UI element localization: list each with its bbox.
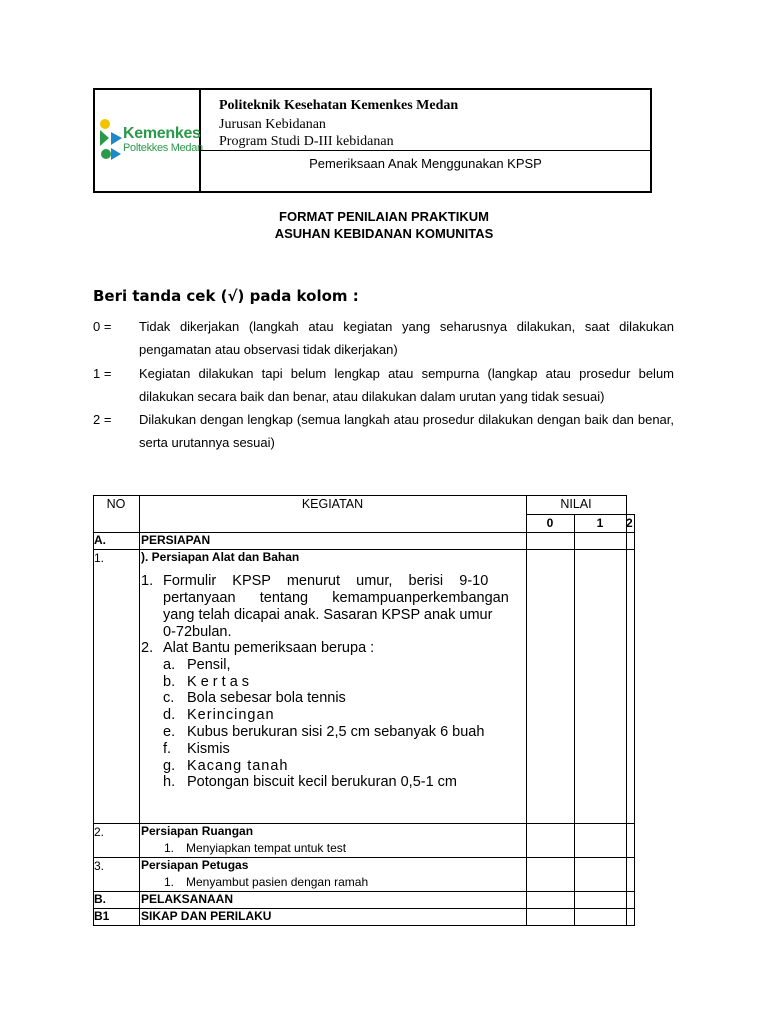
col-header-kegiatan: KEGIATAN xyxy=(301,497,364,511)
assessment-table xyxy=(93,495,635,926)
row-2-item-text: Menyiapkan tempat untuk test xyxy=(186,841,347,855)
sub-item-text: Bola sebesar bola tennis xyxy=(187,690,346,706)
score-header-0: 0 xyxy=(546,516,554,530)
sub-item-text: Kacang tanah xyxy=(187,758,289,774)
sub-item-text: Kismis xyxy=(187,741,230,757)
item-1-line1: Formulir KPSP menurut umur, berisi 9-10 xyxy=(163,573,489,589)
program-name: Program Studi D-III kebidanan xyxy=(219,134,394,149)
sub-item-marker: h. xyxy=(163,774,176,790)
legend-text-0: Tidak dikerjakan (langkah atau kegiatan yang seharusnya dilakukan, saat dilakukan pengamatan atau observasi tidak dikerjakan) xyxy=(139,319,674,357)
logo-cell xyxy=(95,90,201,191)
row-b1-number: B1 xyxy=(94,909,110,923)
legend-number-1: 1 = xyxy=(93,366,112,381)
row-3-item-marker: 1. xyxy=(164,875,175,889)
row-b-label: PELAKSANAAN xyxy=(141,892,234,906)
institution-name: Politeknik Kesehatan Kemenkes Medan xyxy=(219,98,459,113)
header-divider xyxy=(201,150,650,151)
item-1-marker: 1. xyxy=(141,573,154,589)
row-2-label: Persiapan Ruangan xyxy=(141,824,254,838)
score-header-2: 2 xyxy=(626,516,633,530)
sub-item-marker: f. xyxy=(163,741,172,757)
sub-item-text: Kerincingan xyxy=(187,707,275,723)
score-header-1: 1 xyxy=(596,516,604,530)
sub-item-text: K e r t a s xyxy=(187,674,250,690)
sub-item-marker: e. xyxy=(163,724,176,740)
logo-subtext: Poltekkes Medan xyxy=(123,142,203,154)
item-1-line2: pertanyaan tentang kemampuanperkembangan xyxy=(163,590,509,606)
sub-item-marker: b. xyxy=(163,674,176,690)
sub-item-marker: g. xyxy=(163,758,176,774)
row-a-label: PERSIAPAN xyxy=(141,533,211,547)
legend-number-2: 2 = xyxy=(93,412,112,427)
sub-item-marker: c. xyxy=(163,690,175,706)
legend-number-0: 0 = xyxy=(93,319,112,334)
legend-text-1: Kegiatan dilakukan tapi belum lengkap atau sempurna (langkap atau prosedur belum dilakukan secara baik dan benar, atau dilakukan dalam urutan yang tidak sesuai) xyxy=(139,366,674,404)
item-1-line4: 0-72bulan. xyxy=(163,624,232,640)
form-title-line1: FORMAT PENILAIAN PRAKTIKUM xyxy=(279,209,489,224)
row-2-item-marker: 1. xyxy=(164,841,175,855)
sub-item-marker: a. xyxy=(163,657,176,673)
row-1-label: ). Persiapan Alat dan Bahan xyxy=(141,550,300,564)
row-a-number: A. xyxy=(94,533,106,547)
col-header-nilai: NILAI xyxy=(560,497,592,511)
form-title-line2: ASUHAN KEBIDANAN KOMUNITAS xyxy=(274,226,494,241)
row-3-label: Persiapan Petugas xyxy=(141,858,249,872)
document-header xyxy=(93,88,652,193)
row-b-number: B. xyxy=(94,892,106,906)
row-2-number: 2. xyxy=(94,825,105,839)
sub-item-text: Kubus berukuran sisi 2,5 cm sebanyak 6 buah xyxy=(187,724,485,740)
sub-item-marker: d. xyxy=(163,707,176,723)
item-2-marker: 2. xyxy=(141,640,154,656)
row-1-number: 1. xyxy=(94,551,105,565)
col-header-no: NO xyxy=(106,497,126,511)
item-1-line3: yang telah dicapai anak. Sasaran KPSP anak umur xyxy=(163,607,493,623)
row-3-number: 3. xyxy=(94,859,105,873)
row-b1-label: SIKAP DAN PERILAKU xyxy=(141,909,272,923)
legend-text-2: Dilakukan dengan lengkap (semua langkah atau prosedur dilakukan dengan baik dan benar, serta urutannya sesuai) xyxy=(139,412,674,450)
sub-item-text: Potongan biscuit kecil berukuran 0,5-1 cm xyxy=(187,774,458,790)
logo-wordmark: Kemenkes xyxy=(123,125,201,142)
exam-title: Pemeriksaan Anak Menggunakan KPSP xyxy=(309,156,542,171)
item-2-text: Alat Bantu pemeriksaan berupa : xyxy=(163,640,375,656)
kemenkes-logo-icon xyxy=(97,118,125,162)
department-name: Jurusan Kebidanan xyxy=(219,117,326,132)
row-3-item-text: Menyambut pasien dengan ramah xyxy=(186,875,369,889)
instruction-heading: Beri tanda cek (√) pada kolom : xyxy=(93,287,359,305)
sub-item-text: Pensil, xyxy=(187,657,231,673)
